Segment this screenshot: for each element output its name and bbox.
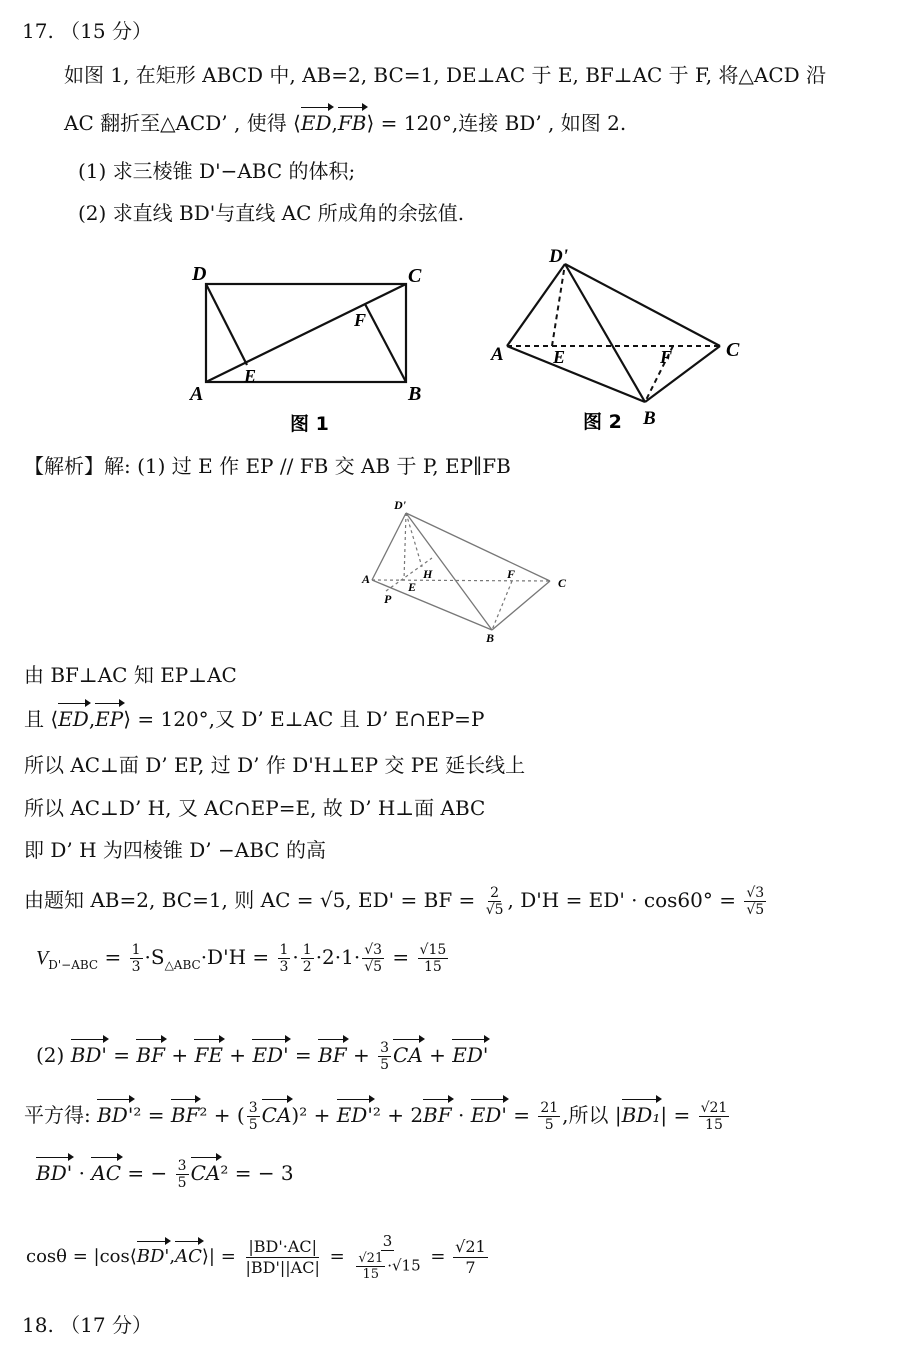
vector-bf: BF [423, 1103, 452, 1127]
text: + [422, 1043, 453, 1067]
segment-e-d-hidden [552, 264, 565, 346]
volume-formula [36, 942, 450, 978]
numerator: 1 [279, 942, 289, 958]
label-d: D [192, 263, 207, 285]
text: = [424, 1246, 452, 1267]
denominator: |BD'||AC| [245, 1257, 320, 1277]
text: cosθ = |cos⟨ [26, 1246, 137, 1267]
text: = [506, 1103, 537, 1127]
label-b: B [643, 408, 656, 429]
label-b: B [408, 383, 422, 405]
label-f: F [354, 310, 367, 330]
label-c: C [558, 576, 567, 590]
numerator: √21 [358, 1251, 384, 1266]
denominator: 5 [248, 1117, 258, 1133]
segment-d-e [404, 513, 406, 580]
numerator: 3 [177, 1158, 187, 1174]
denominator: 5 [177, 1175, 187, 1191]
vector-ca: CA [190, 1161, 221, 1185]
dot-product-line [36, 1158, 294, 1191]
label-e: E [553, 347, 566, 367]
vector-bd-prime: BD' [137, 1244, 170, 1270]
subscript: D'−ABC [48, 958, 99, 972]
text: 由题知 AB=2, BC=1, 则 AC = √5, ED' = BF = [24, 888, 482, 912]
vector-ac: AC [91, 1161, 122, 1185]
fraction [278, 942, 291, 975]
fraction [699, 1100, 730, 1133]
question-2: (2) 求直线 BD'与直线 AC 所成角的余弦值. [78, 201, 465, 225]
text: = [386, 945, 416, 969]
solution-line-4: 所以 AC⊥D’ H, 又 AC∩EP=E, 故 D’ H⊥面 ABC [24, 796, 486, 820]
fraction [247, 1100, 260, 1133]
text: ² + ( [199, 1103, 245, 1127]
text: ⟩ = 120°,又 D’ E⊥AC 且 D’ E∩EP=P [123, 707, 485, 731]
text: , D'H = ED' · cos60° = [507, 888, 743, 912]
text: · [72, 1161, 92, 1185]
fraction [301, 942, 314, 975]
text: ² + 2 [372, 1103, 424, 1127]
problem-statement-line-1: 如图 1, 在矩形 ABCD 中, AB=2, BC=1, DE⊥AC 于 E, BF⊥AC 于 F, 将△ACD 沿 [64, 63, 827, 87]
problem-17-header: 17. （15 分） [22, 19, 152, 43]
numerator: √21 [700, 1100, 728, 1116]
separator: , [331, 111, 338, 135]
denominator: 3 [131, 959, 141, 975]
fraction [538, 1100, 560, 1133]
numerator: 3 [248, 1100, 258, 1116]
vector-bd1: BD₁ [621, 1103, 661, 1127]
solution-line-3: 所以 AC⊥面 D’ EP, 过 D’ 作 D'H⊥EP 交 PE 延长线上 [24, 753, 526, 777]
label-d-prime: D' [549, 246, 568, 267]
text: ·√15 [387, 1256, 421, 1275]
text: = [323, 1246, 351, 1267]
numerator: 3 [382, 1232, 393, 1250]
numerator: 1 [131, 942, 141, 958]
question-1: (1) 求三棱锥 D'−ABC 的体积; [78, 159, 356, 183]
text: ⟩| = [201, 1246, 242, 1267]
denominator: √5 [485, 902, 504, 918]
text: + [222, 1043, 253, 1067]
denominator [352, 1251, 422, 1282]
squared-expression [24, 1100, 731, 1133]
edge-a-b [507, 346, 645, 402]
numerator: 1 [302, 942, 312, 958]
label-d-prime: D' [394, 498, 406, 512]
vector-ed: ED [58, 707, 89, 731]
label-p: P [384, 592, 392, 606]
v-symbol: V [36, 947, 49, 969]
vector-ed-prime: ED' [252, 1043, 289, 1067]
problem-18-header: 18. （17 分） [22, 1313, 152, 1337]
vector-fb: FB [337, 111, 367, 135]
edge-c-b [492, 581, 550, 630]
nested-fraction [356, 1251, 385, 1282]
edge-d-a [507, 264, 565, 346]
part-2-vector-decomposition [36, 1040, 488, 1073]
numerator: |BD'·AC| [248, 1236, 318, 1256]
numerator: 2 [490, 885, 500, 901]
numerator: √15 [419, 942, 447, 958]
figure-2 [485, 242, 755, 437]
text: ² = − 3 [220, 1161, 294, 1185]
text: ·S [144, 945, 165, 969]
vector-bd-prime: BD' [97, 1103, 134, 1127]
denominator: √5 [364, 959, 383, 975]
numerator: 3 [380, 1040, 390, 1056]
label-b: B [486, 631, 495, 645]
text: = [288, 1043, 319, 1067]
segment-d-h [406, 513, 422, 567]
denominator: 2 [302, 959, 312, 975]
text: (2) [36, 1043, 71, 1067]
vector-ed-prime: ED' [470, 1103, 507, 1127]
denominator: √5 [746, 902, 765, 918]
label-a: A [491, 344, 504, 365]
vector-bf: BF [318, 1043, 347, 1067]
vector-ep: EP [95, 707, 124, 731]
vector-ed: ED [300, 111, 332, 135]
denominator: 15 [362, 1267, 380, 1282]
vector-bd-prime: BD' [36, 1161, 73, 1185]
text: ·2·1· [315, 945, 361, 969]
problem-statement-line-2 [64, 110, 626, 136]
fraction [378, 1040, 391, 1073]
text: + [346, 1043, 377, 1067]
vector-bf: BF [170, 1103, 200, 1127]
label-a: A [362, 572, 371, 586]
segment-de [206, 284, 247, 365]
vector-ac: AC [175, 1244, 202, 1270]
vector-ca: CA [261, 1103, 292, 1127]
fraction-value [352, 1232, 422, 1282]
label-a: A [190, 383, 204, 405]
denominator: 3 [279, 959, 289, 975]
fraction [484, 885, 506, 918]
fraction [362, 942, 384, 975]
cosine-result [26, 1232, 490, 1282]
numerator: 21 [540, 1100, 559, 1116]
fraction [176, 1158, 189, 1191]
text: | = [660, 1103, 697, 1127]
edge-d-a [372, 513, 406, 580]
vector-bd-prime: BD' [70, 1043, 107, 1067]
solution-line-2 [24, 706, 484, 732]
statement-text: ⟩ = 120°,连接 BD’ , 如图 2. [366, 111, 627, 135]
text: = − [121, 1161, 174, 1185]
fraction-cos [244, 1237, 322, 1278]
figure-2-caption: 图 2 [583, 411, 622, 433]
label-e: E [408, 580, 417, 594]
fraction [418, 942, 449, 975]
figure-3 [360, 495, 580, 645]
vector-ca: CA [393, 1043, 423, 1067]
text: ·D'H = [200, 945, 276, 969]
segment-f-b [492, 581, 512, 630]
denominator: 15 [424, 959, 442, 975]
separator: , [88, 707, 96, 731]
edge-c-b [645, 346, 720, 402]
text: ,所以 | [562, 1103, 622, 1127]
fraction-result [453, 1237, 488, 1278]
text: ² = [133, 1103, 171, 1127]
label-c: C [726, 339, 740, 361]
numerator: √3 [364, 942, 383, 958]
solution-line-1: 由 BF⊥AC 知 EP⊥AC [24, 663, 237, 687]
text: = [98, 945, 128, 969]
denominator: 5 [544, 1117, 554, 1133]
label-f: F [660, 347, 673, 367]
subscript: △ABC [164, 958, 201, 972]
edge-a-c-hidden [372, 580, 550, 581]
fraction [130, 942, 143, 975]
solution-line-6 [24, 885, 768, 918]
segment-bf [365, 304, 406, 382]
figure-1-caption: 图 1 [290, 413, 329, 435]
solution-intro: 【解析】解: (1) 过 E 作 EP // FB 交 AB 于 P, EP∥FB [24, 454, 511, 478]
text: + [164, 1043, 195, 1067]
text: = [106, 1043, 137, 1067]
denominator: 5 [380, 1057, 390, 1073]
separator: , [169, 1246, 176, 1267]
diagonal-ac [206, 284, 406, 382]
text: · [451, 1103, 471, 1127]
solution-line-5: 即 D’ H 为四棱锥 D’ −ABC 的高 [24, 838, 326, 862]
numerator: √21 [455, 1236, 486, 1256]
vector-bf: BF [136, 1043, 165, 1067]
numerator: √3 [746, 885, 765, 901]
figure-1 [180, 250, 440, 440]
text: 且 ⟨ [24, 707, 59, 731]
label-h: H [423, 567, 433, 581]
vector-fe: FE [194, 1043, 223, 1067]
text: )² + [291, 1103, 337, 1127]
denominator: 7 [465, 1257, 476, 1277]
text: 平方得: [24, 1103, 98, 1127]
label-c: C [408, 265, 422, 287]
denominator: 15 [705, 1117, 723, 1133]
vector-ed-prime: ED' [336, 1103, 373, 1127]
vector-ed-prime: ED' [452, 1043, 489, 1067]
statement-text: AC 翻折至△ACD’ , 使得 ⟨ [64, 111, 301, 135]
label-e: E [244, 366, 257, 386]
label-f: F [507, 567, 516, 581]
text: · [292, 945, 299, 969]
fraction [744, 885, 766, 918]
